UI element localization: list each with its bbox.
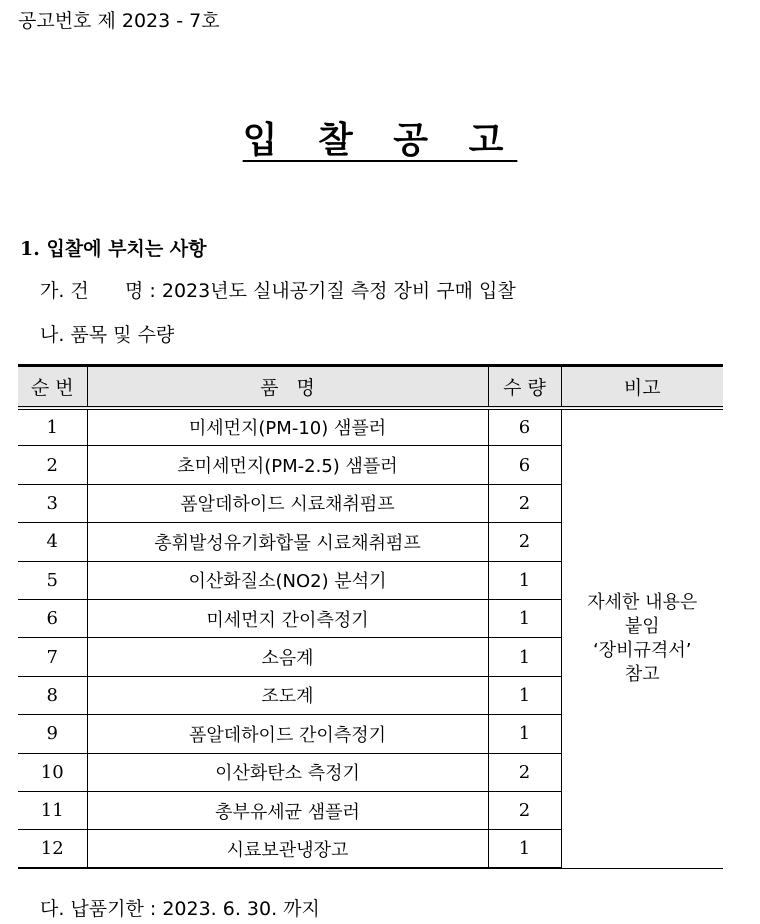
- cell-qty: 1: [488, 638, 561, 676]
- cell-note: [561, 408, 723, 869]
- note-line: 자세한 내용은: [587, 591, 698, 613]
- cell-name: 이산화탄소 측정기: [87, 753, 488, 791]
- cell-no: 3: [18, 484, 87, 522]
- cell-qty: 2: [488, 753, 561, 791]
- cell-qty: 6: [488, 408, 561, 446]
- page-title-text: 입 찰 공 고: [242, 120, 518, 161]
- table-row: [18, 408, 723, 446]
- items-table: [18, 364, 723, 869]
- cell-qty: 1: [488, 676, 561, 714]
- cell-no: 9: [18, 715, 87, 753]
- cell-qty: 1: [488, 830, 561, 868]
- delivery-deadline: 다. 납품기한 : 2023. 6. 30. 까지: [40, 898, 320, 920]
- section-heading: 1. 입찰에 부치는 사항: [20, 238, 207, 260]
- cell-no: 1: [18, 408, 87, 446]
- cell-name: 폼알데하이드 시료채취펌프: [87, 484, 488, 522]
- cell-no: 5: [18, 561, 87, 599]
- cell-name: 총휘발성유기화합물 시료채취펌프: [87, 523, 488, 561]
- header-no: 순 번: [18, 366, 87, 408]
- page-title: [0, 112, 760, 163]
- cell-name: 미세먼지(PM-10) 샘플러: [87, 408, 488, 446]
- cell-no: 2: [18, 446, 87, 484]
- cell-name: 초미세먼지(PM-2.5) 샘플러: [87, 446, 488, 484]
- cell-no: 6: [18, 599, 87, 637]
- cell-no: 8: [18, 676, 87, 714]
- cell-qty: 1: [488, 599, 561, 637]
- header-note: 비고: [561, 366, 723, 408]
- cell-name: 소음계: [87, 638, 488, 676]
- cell-qty: 1: [488, 715, 561, 753]
- cell-qty: 2: [488, 484, 561, 522]
- cell-name: 이산화질소(NO2) 분석기: [87, 561, 488, 599]
- cell-no: 4: [18, 523, 87, 561]
- note-line: ‘장비규격서’: [593, 639, 692, 661]
- cell-name: 조도계: [87, 676, 488, 714]
- cell-no: 11: [18, 791, 87, 829]
- cell-no: 10: [18, 753, 87, 791]
- cell-name: 미세먼지 간이측정기: [87, 599, 488, 637]
- cell-name: 총부유세균 샘플러: [87, 791, 488, 829]
- header-qty: 수 량: [488, 366, 561, 408]
- cell-no: 12: [18, 830, 87, 868]
- items-heading: 나. 품목 및 수량: [40, 324, 175, 346]
- table-header-row: [18, 366, 723, 408]
- note-line: 붙임: [624, 615, 660, 637]
- notice-number: 공고번호 제 2023 - 7호: [18, 10, 220, 32]
- cell-name: 시료보관냉장고: [87, 830, 488, 868]
- note-line: 참고: [624, 663, 660, 685]
- bid-name-line: 가. 건 명 : 2023년도 실내공기질 측정 장비 구매 입찰: [40, 280, 516, 302]
- cell-qty: 6: [488, 446, 561, 484]
- header-name: 품 명: [87, 366, 488, 408]
- cell-qty: 1: [488, 561, 561, 599]
- cell-no: 7: [18, 638, 87, 676]
- cell-qty: 2: [488, 523, 561, 561]
- cell-name: 폼알데하이드 간이측정기: [87, 715, 488, 753]
- cell-qty: 2: [488, 791, 561, 829]
